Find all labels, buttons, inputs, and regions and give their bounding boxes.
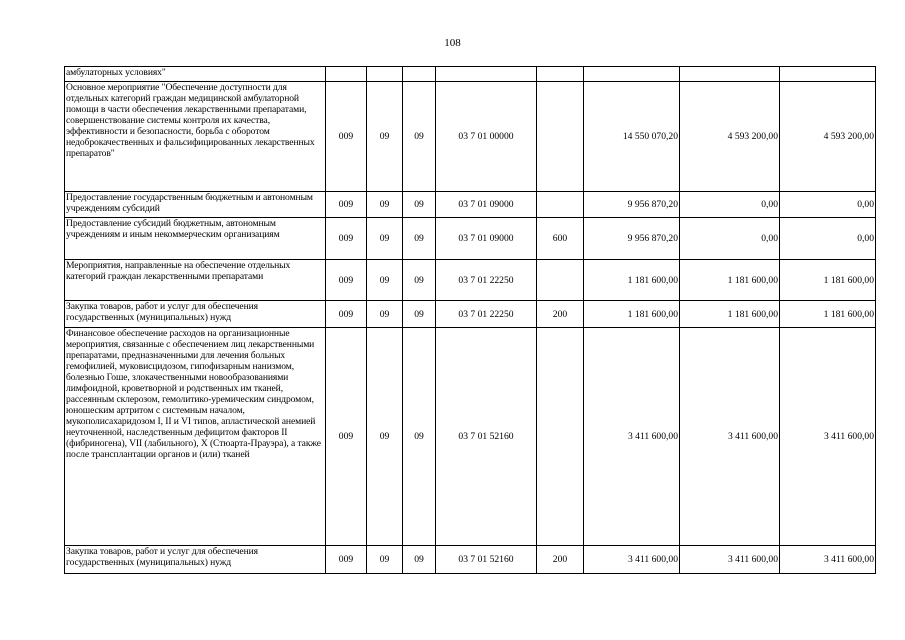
ministry-code: 009 <box>326 260 367 301</box>
subsection-code: 09 <box>403 328 436 546</box>
ministry-code: 009 <box>326 192 367 218</box>
amount-year-3: 1 181 600,00 <box>780 260 876 301</box>
row-name: Мероприятия, направленные на обеспечение отдельных категорий граждан лекарственными препаратами <box>65 260 326 301</box>
amount-year-1: 3 411 600,00 <box>584 328 680 546</box>
amount-year-2: 4 593 200,00 <box>680 82 780 192</box>
section-code: 09 <box>367 82 403 192</box>
subsection-code: 09 <box>403 218 436 260</box>
row-name: Предоставление государственным бюджетным и автономным учреждениям субсидий <box>65 192 326 218</box>
section-code: 09 <box>367 192 403 218</box>
expense-type-code <box>537 67 584 82</box>
amount-year-1: 1 181 600,00 <box>584 260 680 301</box>
expense-type-code: 200 <box>537 301 584 328</box>
amount-year-2: 3 411 600,00 <box>680 328 780 546</box>
section-code: 09 <box>367 260 403 301</box>
amount-year-1: 1 181 600,00 <box>584 301 680 328</box>
subsection-code: 09 <box>403 260 436 301</box>
ministry-code: 009 <box>326 301 367 328</box>
target-article-code: 03 7 01 22250 <box>436 260 537 301</box>
subsection-code: 09 <box>403 546 436 574</box>
amount-year-3: 0,00 <box>780 218 876 260</box>
amount-year-3: 3 411 600,00 <box>780 328 876 546</box>
ministry-code: 009 <box>326 546 367 574</box>
ministry-code <box>326 67 367 82</box>
amount-year-2: 0,00 <box>680 218 780 260</box>
table-row <box>65 82 876 192</box>
amount-year-1: 9 956 870,20 <box>584 218 680 260</box>
amount-year-2: 1 181 600,00 <box>680 301 780 328</box>
amount-year-2 <box>680 67 780 82</box>
amount-year-2: 3 411 600,00 <box>680 546 780 574</box>
amount-year-1 <box>584 67 680 82</box>
amount-year-1: 14 550 070,20 <box>584 82 680 192</box>
subsection-code <box>403 67 436 82</box>
budget-table <box>64 66 876 574</box>
subsection-code: 09 <box>403 82 436 192</box>
expense-type-code: 600 <box>537 218 584 260</box>
table-row <box>65 260 876 301</box>
table-row <box>65 192 876 218</box>
target-article-code <box>436 67 537 82</box>
amount-year-2: 0,00 <box>680 192 780 218</box>
row-name: амбулаторных условиях" <box>65 67 326 82</box>
row-name: Закупка товаров, работ и услуг для обеспечения государственных (муниципальных) нужд <box>65 301 326 328</box>
table-row <box>65 67 876 82</box>
ministry-code: 009 <box>326 328 367 546</box>
expense-type-code <box>537 192 584 218</box>
page-number: 108 <box>444 37 461 49</box>
amount-year-2: 1 181 600,00 <box>680 260 780 301</box>
row-name: Закупка товаров, работ и услуг для обеспечения государственных (муниципальных) нужд <box>65 546 326 574</box>
row-name: Предоставление субсидий бюджетным, автономным учреждениям и иным некоммерческим организациям <box>65 218 326 260</box>
section-code: 09 <box>367 546 403 574</box>
amount-year-3: 0,00 <box>780 192 876 218</box>
row-name: Финансовое обеспечение расходов на организационные мероприятия, связанные с обеспечением лиц лекарственными препаратами, предназначенными для лечения больных гемофилией, муковисцидозом, гипофизарным нанизмом, болезнью Гоше, злокачественными новообразованиями лимфоидной, кроветворной и родственных им тканей, рассеянным склерозом, гемолитико-уремическим синдромом, юношеским артритом с системным началом, мукополисахаридозом I, II и VI типов, апластической анемией неуточненной, наследственным дефицитом факторов II (фибриногена), VII (лабильного), X (Стюарта-Прауэра), а также после трансплантации органов и (или) тканей <box>65 328 326 546</box>
subsection-code: 09 <box>403 301 436 328</box>
target-article-code: 03 7 01 09000 <box>436 192 537 218</box>
table-row <box>65 218 876 260</box>
target-article-code: 03 7 01 22250 <box>436 301 537 328</box>
expense-type-code <box>537 328 584 546</box>
amount-year-1: 3 411 600,00 <box>584 546 680 574</box>
target-article-code: 03 7 01 09000 <box>436 218 537 260</box>
section-code <box>367 67 403 82</box>
table-row <box>65 546 876 574</box>
target-article-code: 03 7 01 52160 <box>436 328 537 546</box>
subsection-code: 09 <box>403 192 436 218</box>
amount-year-1: 9 956 870,20 <box>584 192 680 218</box>
target-article-code: 03 7 01 00000 <box>436 82 537 192</box>
expense-type-code: 200 <box>537 546 584 574</box>
amount-year-3: 4 593 200,00 <box>780 82 876 192</box>
amount-year-3: 1 181 600,00 <box>780 301 876 328</box>
amount-year-3: 3 411 600,00 <box>780 546 876 574</box>
table-row <box>65 301 876 328</box>
section-code: 09 <box>367 328 403 546</box>
row-name: Основное мероприятие "Обеспечение доступности для отдельных категорий граждан медицинской амбулаторной помощи в части обеспечения лекарственными препаратами, совершенствование системы контроля их качества, эффективности и безопасности, борьба с оборотом недоброкачественных и фальсифицированных лекарственных препаратов" <box>65 82 326 192</box>
target-article-code: 03 7 01 52160 <box>436 546 537 574</box>
table-row <box>65 328 876 546</box>
ministry-code: 009 <box>326 218 367 260</box>
section-code: 09 <box>367 301 403 328</box>
expense-type-code <box>537 82 584 192</box>
expense-type-code <box>537 260 584 301</box>
section-code: 09 <box>367 218 403 260</box>
ministry-code: 009 <box>326 82 367 192</box>
amount-year-3 <box>780 67 876 82</box>
